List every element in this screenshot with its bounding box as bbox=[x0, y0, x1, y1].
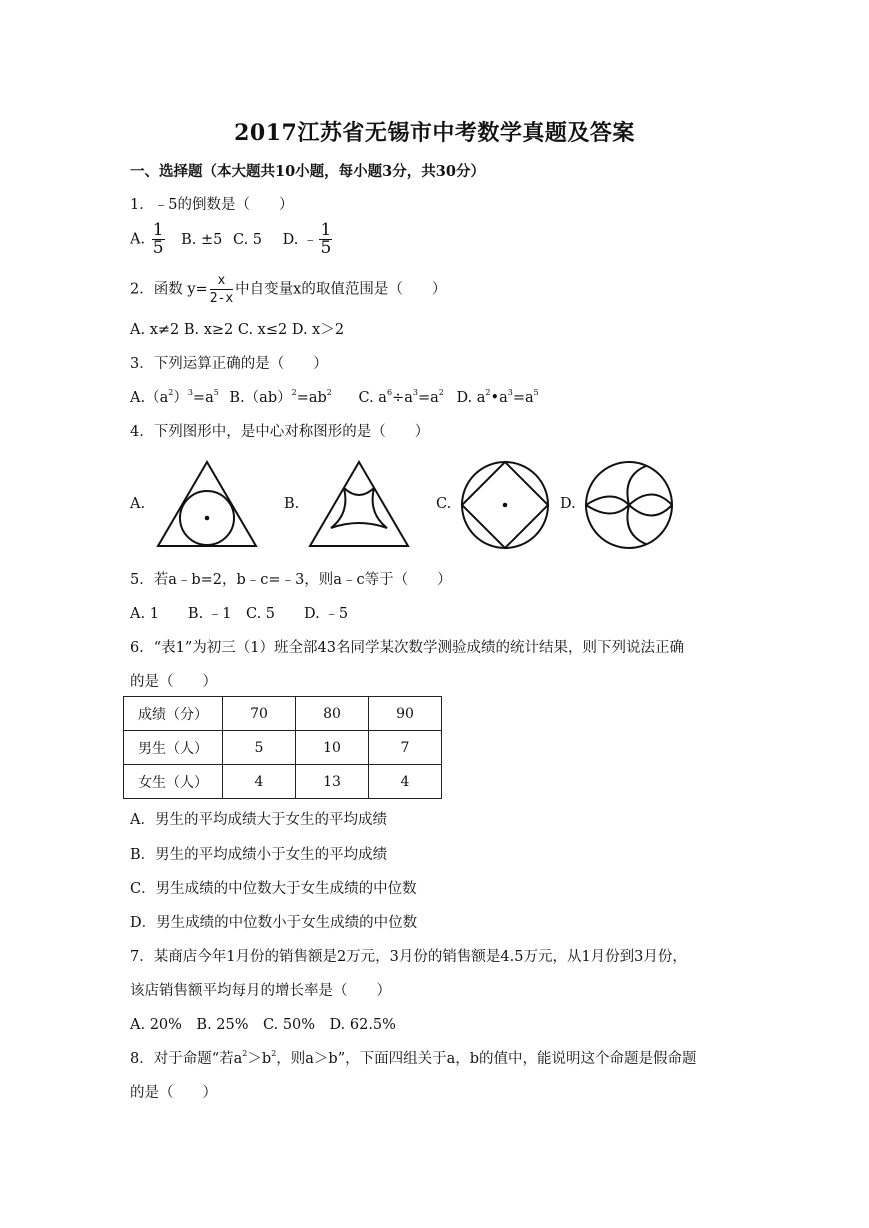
table-cell: 4 bbox=[369, 765, 442, 799]
option-b: $B.(ab)^2=ab^2$ bbox=[229, 388, 332, 406]
question-6-option-c: C．男生成绩的中位数大于女生成绩的中位数 bbox=[130, 881, 417, 897]
fraction-one-fifth: $\frac{1}{5}$ bbox=[152, 220, 164, 258]
question-1-options bbox=[130, 222, 334, 257]
figure-a-triangle-incircle bbox=[154, 458, 260, 550]
table-cell: 10 bbox=[296, 731, 369, 765]
option-d-label: D. ﹣ bbox=[282, 231, 318, 248]
table-cell: 7 bbox=[369, 731, 442, 765]
table-row bbox=[124, 765, 442, 799]
figure-c-label: C. bbox=[436, 496, 452, 512]
figure-d-label: D. bbox=[560, 496, 576, 512]
option-d: D. $a^2•a^3=a^5$ bbox=[456, 388, 539, 406]
table-cell: 13 bbox=[296, 765, 369, 799]
table-cell: 男生（人） bbox=[124, 731, 223, 765]
table-cell: 5 bbox=[223, 731, 296, 765]
question-8-stem-line-2: 的是（ ） bbox=[130, 1085, 217, 1101]
question-5-stem: 5．若a﹣b=2，b﹣c=﹣3，则a﹣c等于（ ） bbox=[130, 572, 452, 588]
figure-c-circle-square bbox=[458, 458, 552, 552]
table-cell: 90 bbox=[369, 697, 442, 731]
fraction-x-over-2-minus-x: $\frac{x}{2-x}$ bbox=[209, 273, 234, 306]
table-cell: 4 bbox=[223, 765, 296, 799]
figure-d-circle-petals bbox=[582, 458, 676, 552]
question-6-stem-line-1: 6．“表1”为初三（1）班全部43名同学某次数学测验成绩的统计结果，则下列说法正确 bbox=[130, 640, 684, 656]
option-a-label: A. bbox=[130, 231, 146, 248]
question-5-options: A. 1 B. ﹣1 C. 5 D. ﹣5 bbox=[130, 606, 349, 622]
score-table bbox=[123, 696, 442, 799]
option-b: B. ±5 bbox=[181, 231, 223, 248]
option-c: C. $a^6\div a^3=a^2$ bbox=[358, 388, 444, 406]
table-cell: 成绩（分） bbox=[124, 697, 223, 731]
question-2-stem: 2．函数 y= $\frac{x}{2-x}$ 中自变量x的取值范围是（ ） bbox=[130, 273, 447, 306]
question-7-stem-line-2: 该店销售额平均每月的增长率是（ ） bbox=[130, 983, 391, 999]
question-1-stem: 1．﹣5的倒数是（ ） bbox=[130, 197, 294, 213]
question-7-options: A. 20% B. 25% C. 50% D. 62.5% bbox=[130, 1017, 396, 1033]
table-cell: 70 bbox=[223, 697, 296, 731]
section-heading: 一、选择题（本大题共10小题，每小题3分，共30分） bbox=[130, 163, 485, 180]
page-title: 2017江苏省无锡市中考数学真题及答案 bbox=[234, 120, 635, 146]
question-8-stem-line-1: 8．对于命题“若$a^2>b^2$，则a＞b”，下面四组关于a，b的值中，能说明这个命题是假命题 bbox=[130, 1049, 697, 1067]
question-3-stem: 3．下列运算正确的是（ ） bbox=[130, 356, 328, 372]
question-2-options: A. x≠2 B. x≥2 C. x≤2 D. x＞2 bbox=[130, 322, 345, 338]
table-cell: 女生（人） bbox=[124, 765, 223, 799]
figure-a-label: A. bbox=[130, 496, 146, 512]
question-7-stem-line-1: 7．某商店今年1月份的销售额是2万元，3月份的销售额是4.5万元，从1月份到3月份， bbox=[130, 949, 687, 965]
option-c: C. 5 bbox=[233, 231, 263, 248]
question-6-option-d: D．男生成绩的中位数小于女生成绩的中位数 bbox=[130, 915, 418, 931]
table-cell: 80 bbox=[296, 697, 369, 731]
question-6-stem-line-2: 的是（ ） bbox=[130, 674, 217, 690]
table-row bbox=[124, 697, 442, 731]
fraction-neg-one-fifth: $\frac{1}{5}$ bbox=[320, 220, 332, 258]
question-3-options bbox=[130, 386, 539, 407]
figure-b-label: B. bbox=[284, 496, 300, 512]
figure-b-triangle-arcs bbox=[306, 458, 412, 550]
option-a: $A.(a^2)^3=a^5$ bbox=[130, 388, 219, 406]
table-row bbox=[124, 731, 442, 765]
question-6-option-a: A．男生的平均成绩大于女生的平均成绩 bbox=[130, 812, 387, 828]
question-6-option-b: B．男生的平均成绩小于女生的平均成绩 bbox=[130, 847, 388, 863]
question-4-stem: 4．下列图形中，是中心对称图形的是（ ） bbox=[130, 424, 430, 440]
